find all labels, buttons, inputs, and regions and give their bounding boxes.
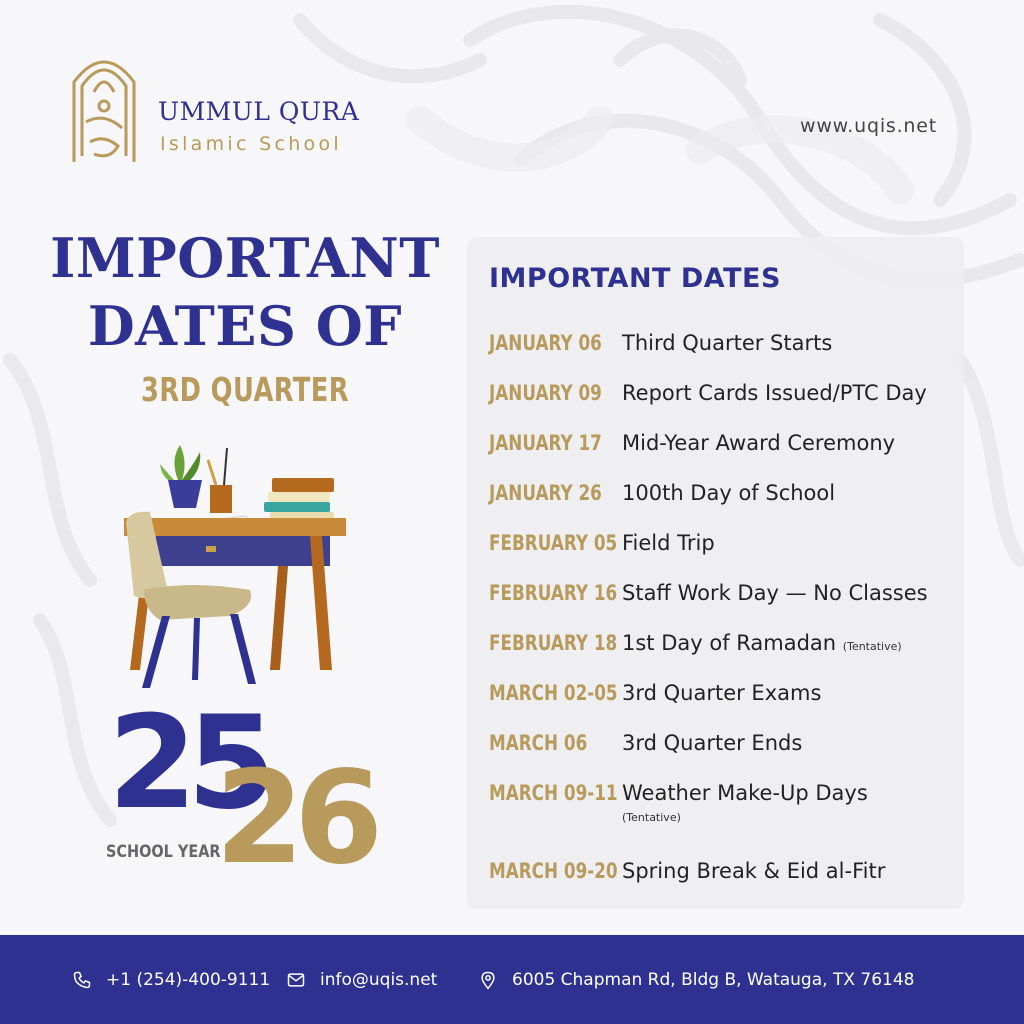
event-name: 3rd Quarter Exams	[622, 681, 822, 705]
event-date: FEBRUARY 05	[489, 531, 618, 555]
event-date: JANUARY 17	[489, 431, 602, 455]
mail-icon	[286, 970, 306, 990]
school-year-graphic	[100, 689, 400, 893]
brand-name: UMMUL QURA	[158, 97, 360, 126]
footer-address[interactable]	[478, 968, 914, 992]
event-date: JANUARY 26	[489, 481, 602, 505]
event-name: 3rd Quarter Ends	[622, 731, 803, 755]
tentative-note: (Tentative)	[842, 640, 902, 653]
event-date: JANUARY 06	[489, 331, 602, 355]
event-name	[622, 631, 902, 655]
important-dates-card	[467, 237, 964, 909]
event-name: Spring Break & Eid al-Fitr	[622, 859, 886, 883]
event-date: MARCH 06	[489, 731, 588, 755]
event-name: Report Cards Issued/PTC Day	[622, 381, 927, 405]
street-address: 6005 Chapman Rd, Bldg B, Watauga, TX 76148	[512, 970, 915, 990]
email-address: info@uqis.net	[320, 970, 438, 990]
location-pin-icon	[478, 970, 498, 990]
desk-top	[124, 518, 346, 536]
event-date: JANUARY 09	[489, 381, 602, 405]
plant-leaves	[174, 445, 184, 480]
event-date: MARCH 09-11	[489, 781, 618, 805]
year-second: 26	[215, 744, 374, 893]
event-name: Mid-Year Award Ceremony	[622, 431, 896, 455]
footer-phone[interactable]	[72, 968, 270, 992]
phone-number: +1 (254)-400-9111	[106, 970, 271, 990]
phone-icon	[72, 970, 92, 990]
headline-line-2: DATES OF	[87, 294, 403, 358]
plant-pot	[168, 480, 202, 508]
desk-illustration	[110, 440, 360, 690]
event-date: MARCH 09-20	[489, 859, 618, 883]
website-link[interactable]: www.uqis.net	[800, 115, 938, 137]
event-date: MARCH 02-05	[489, 681, 618, 705]
headline-line-3: 3RD QUARTER	[141, 370, 349, 409]
event-name: Staff Work Day — No Classes	[622, 581, 928, 605]
footer-email[interactable]	[286, 968, 437, 992]
event-name: Weather Make-Up Days	[622, 781, 868, 805]
card-title: IMPORTANT DATES	[489, 263, 781, 294]
event-name: Field Trip	[622, 531, 715, 555]
tentative-note: (Tentative)	[622, 811, 681, 824]
event-name: Third Quarter Starts	[622, 331, 833, 355]
event-date: FEBRUARY 16	[489, 581, 618, 605]
logo-emblem-icon	[64, 42, 144, 172]
year-first: 25	[108, 689, 267, 838]
contact-footer	[0, 935, 1024, 1024]
school-year-label: SCHOOL YEAR	[106, 842, 221, 862]
event-name: 100th Day of School	[622, 481, 836, 505]
event-date: FEBRUARY 18	[489, 631, 618, 655]
school-logo	[64, 42, 394, 172]
brand-subtitle: Islamic School	[160, 133, 342, 155]
headline-line-1: IMPORTANT	[50, 226, 440, 290]
event-name-text: 1st Day of Ramadan	[622, 631, 837, 655]
